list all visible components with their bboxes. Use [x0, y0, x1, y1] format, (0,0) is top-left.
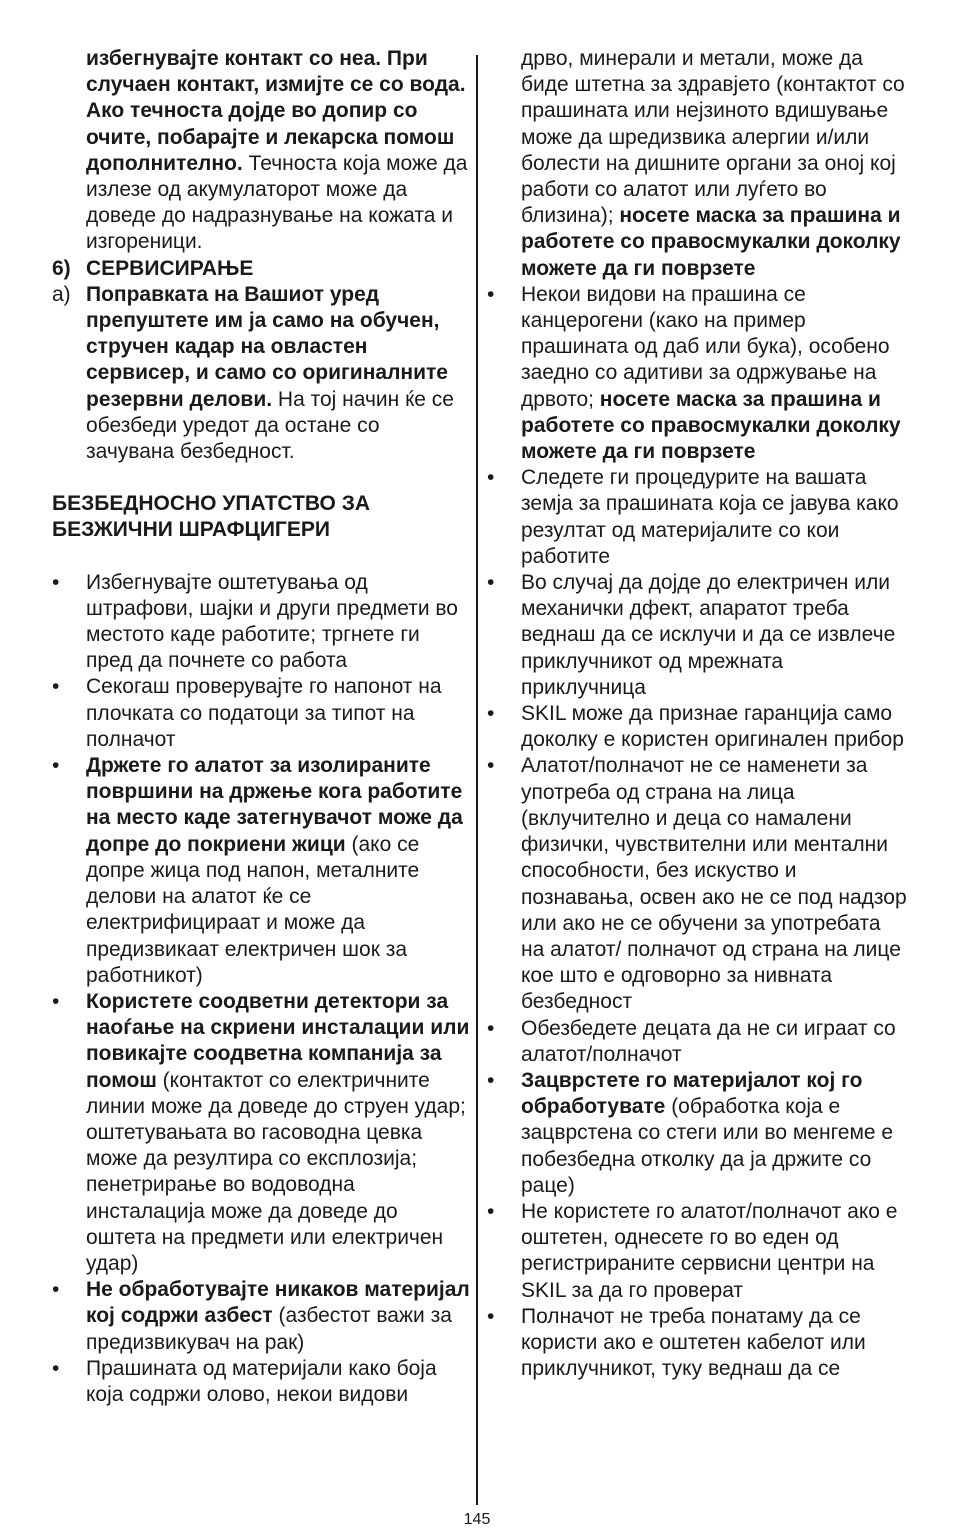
right-column: [487, 46, 907, 1382]
bullet: •: [487, 702, 495, 726]
list-item-a: а) Поправката на Вашиот уред препуштете им ја само на обучен, стручен кадар на овластен сервисер, и само со оригиналните резервни делови. На тој начин ќе се обезбеди уредот да остане со зачувана безбедност.: [52, 282, 454, 464]
bullet: •: [52, 754, 60, 778]
list-item: • Некои видови на прашина се канцерогени (како на пример прашината од даб или бука), особено заедно со адитиви за одржување на дрвото; носете маска за прашина и работете со правосмукалки доколку можете да ги поврзете: [487, 282, 907, 465]
page-number: 145: [463, 1511, 491, 1528]
bullet: •: [52, 675, 60, 699]
bullet: •: [487, 1068, 495, 1092]
continued-paragraph: дрво, минерали и метали, може да биде штетна за здравјето (контактот со прашината или нејзиното вдишување може да шредизвика алергии и/или болести на дишните органи за оној кој работи со алатот или луѓето во близина); носете маска за прашина и работете со правосмукалки доколку можете да ги поврзете: [521, 47, 905, 280]
bullet: •: [52, 1356, 60, 1380]
bullet: •: [487, 282, 495, 306]
list-item: • Не обработувајте никаков материјал кој содржи азбест (азбестот важи за предизвикувач на рак): [52, 1277, 470, 1356]
list-item: • Избегнувајте оштетувања од штрафови, шајки и други предмети во местото каде работите; тргнете ги пред да почнете со работа: [52, 570, 470, 675]
list-item: • Алатот/полначот не се наменети за употреба од страна на лица (вклучително и деца со намалени физички, чувствителни или ментални способности, без искуство и познавања, освен ако не се под надзор или ако не се обучени за употребата на алатот/ полначот од страна на лице кое што е одговорно за нивната безбедност: [487, 753, 907, 1015]
bullet: •: [52, 1278, 60, 1302]
list-item: • Држете го алатот за изолираните површини на држење кога работите на место каде затегнувачот може да допре до покриени жици (ако се допре жица под напон, металните делови на алатот ќе се електрифицираат и може да предизвикаат електричен шок за работникот): [52, 753, 470, 989]
section-6-heading: 6) СЕРВИСИРАЊЕ: [52, 256, 254, 280]
list-item: • Полначот не треба понатаму да се користи ако е оштетен кабелот или приклучникот, туку веднаш да се: [487, 1304, 907, 1383]
list-item: • Зацврстете го материјалот кој го обработувате (обработка која е зацврстена со стеги или во менгеме е побезбедна отколку да ја држите со раце): [487, 1068, 907, 1199]
list-item: • Секогаш проверувајте го напонот на плочката со податоци за типот на полначот: [52, 674, 470, 753]
section-heading: БЕЗБЕДНОСНО УПАТСТВО ЗА БЕЗЖИЧНИ ШРАФЦИГЕРИ: [52, 492, 371, 542]
list-item: • SKIL може да признае гаранција само доколку е користен оригинален прибор: [487, 701, 907, 753]
bullet: •: [487, 466, 495, 490]
bullet: •: [487, 1199, 495, 1223]
list-item: • Прашината од материјали како боја која содржи олово, некои видови: [52, 1356, 470, 1408]
bullet: •: [52, 570, 60, 594]
list-item: • Не користете го алатот/полначот ако е оштетен, однесете го во еден од регистрираните сервисни центри на SKIL за да го проверат: [487, 1199, 907, 1304]
intro-paragraph: избегнувајте контакт со неа. При случаен контакт, измијте се со вода. Ако течноста дојде во допир со очите, побарајте и лекарска помош дополнително. Течноста која може да излезе од акумулаторот може да доведе до надразнување на кожата и изгореници.: [86, 47, 468, 254]
list-item: • Обезбедете децата да не си играат со алатот/полначот: [487, 1016, 907, 1068]
bullet: •: [487, 1016, 495, 1040]
bullet: •: [487, 571, 495, 595]
list-item: • Користете соодветни детектори за наоѓање на скриени инсталации или повикајте соодветна компанија за помош (контактот со електричните линии може да доведе до струен удар; оштетувањата во гасоводна цевка може да резултира со експлозија; пенетрирање во водоводна инсталација може да доведе до оштета на предмети или електричен удар): [52, 989, 470, 1277]
bullet: •: [52, 989, 60, 1013]
list-item: • Во случај да дојде до електричен или механички дфект, апаратот треба веднаш да се исклучи и да се извлече приклучникот од мрежната приклучница: [487, 570, 907, 701]
column-divider: [476, 55, 478, 1505]
left-column: [52, 46, 470, 1408]
list-item: • Следете ги процедурите на вашата земја за прашината која се јавува како резултат од материјалите со кои работите: [487, 465, 907, 570]
bullet: •: [487, 754, 495, 778]
bullet: •: [487, 1304, 495, 1328]
